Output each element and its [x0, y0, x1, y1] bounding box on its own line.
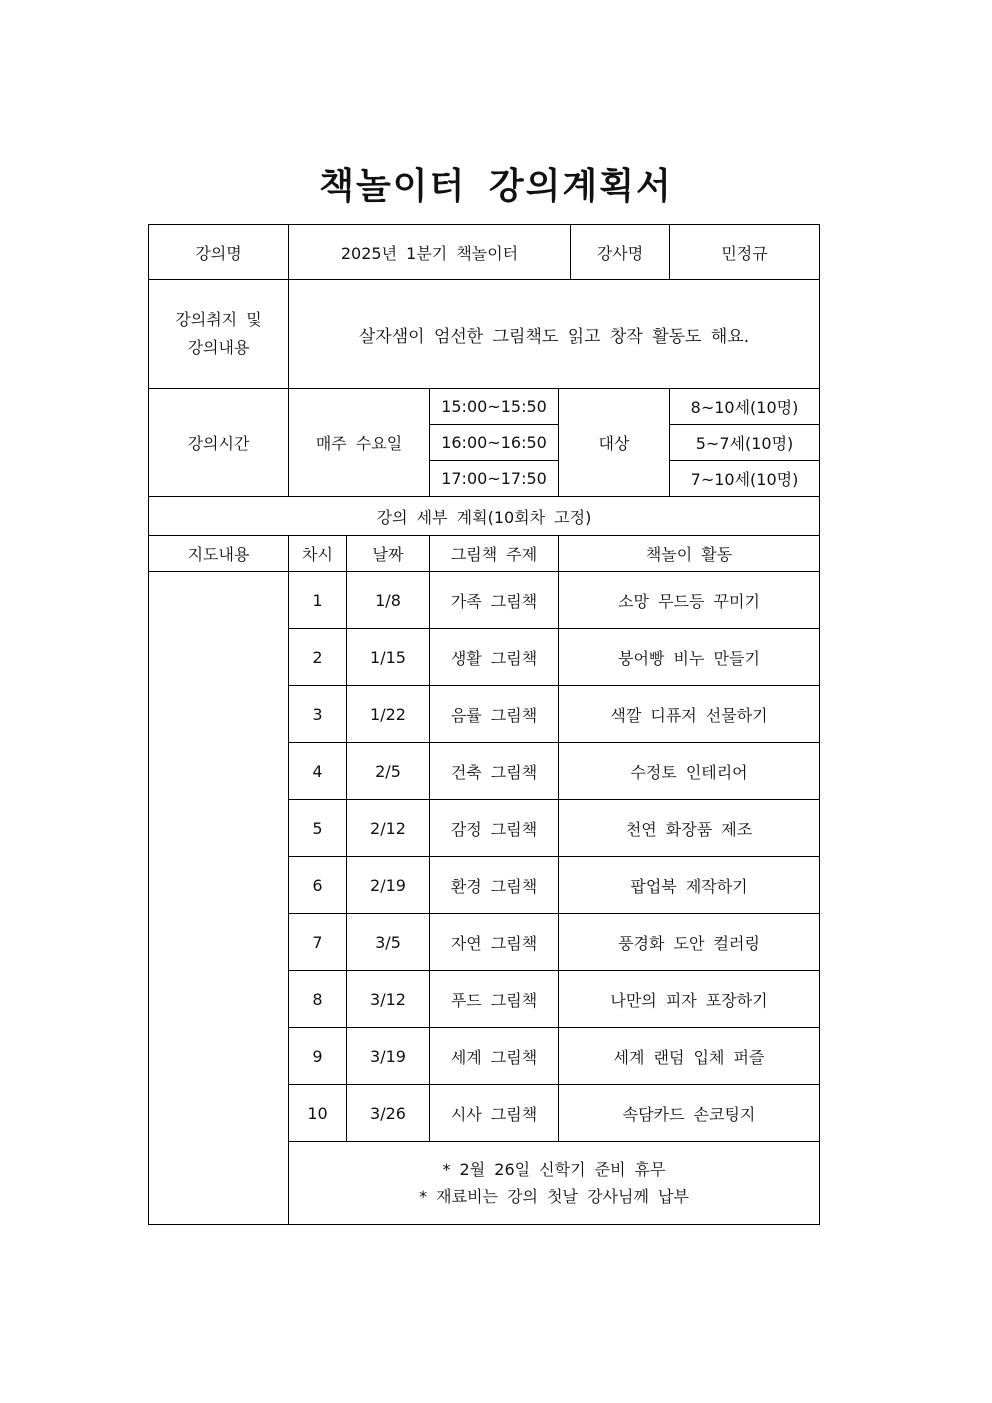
session-activity: 색깔 디퓨저 선물하기 — [559, 686, 820, 743]
session-activity: 붕어빵 비누 만들기 — [559, 629, 820, 686]
document-title: 책놀이터 강의계획서 — [319, 166, 673, 207]
target-value-3: 7~10세(10명) — [670, 461, 820, 497]
header-activity: 책놀이 활동 — [559, 536, 820, 572]
day-value: 매주 수요일 — [289, 389, 430, 497]
session-number: 5 — [289, 800, 347, 857]
purpose-row — [149, 280, 820, 389]
session-theme: 음률 그림책 — [430, 686, 559, 743]
session-number: 9 — [289, 1028, 347, 1085]
session-theme: 생활 그림책 — [430, 629, 559, 686]
notes-cell — [289, 1142, 820, 1225]
time-slot-1: 15:00~15:50 — [430, 389, 559, 425]
session-number: 6 — [289, 857, 347, 914]
session-number: 10 — [289, 1085, 347, 1142]
header-content: 지도내용 — [149, 536, 289, 572]
session-date: 2/5 — [347, 743, 430, 800]
purpose-label — [149, 280, 289, 389]
session-number: 2 — [289, 629, 347, 686]
session-theme: 가족 그림책 — [430, 572, 559, 629]
instructor-value: 민정규 — [670, 225, 820, 280]
header-session: 차시 — [289, 536, 347, 572]
session-row — [149, 572, 820, 629]
session-activity: 천연 화장품 제조 — [559, 800, 820, 857]
session-date: 1/8 — [347, 572, 430, 629]
time-slot-3: 17:00~17:50 — [430, 461, 559, 497]
purpose-value: 살자샘이 엄선한 그림책도 읽고 창작 활동도 해요. — [289, 280, 820, 389]
content-column-cell — [149, 572, 289, 1225]
session-date: 2/12 — [347, 800, 430, 857]
session-date: 3/19 — [347, 1028, 430, 1085]
course-name-value: 2025년 1분기 책놀이터 — [289, 225, 571, 280]
instructor-label: 강사명 — [571, 225, 670, 280]
note-line: * 2월 26일 신학기 준비 휴무 — [442, 1160, 666, 1179]
plan-header-row — [149, 536, 820, 572]
time-slot-2: 16:00~16:50 — [430, 425, 559, 461]
session-date: 3/5 — [347, 914, 430, 971]
detail-plan-title-row — [149, 497, 820, 536]
session-theme: 환경 그림책 — [430, 857, 559, 914]
session-date: 2/19 — [347, 857, 430, 914]
time-label: 강의시간 — [149, 389, 289, 497]
session-number: 7 — [289, 914, 347, 971]
time-row-1 — [149, 389, 820, 425]
target-value-1: 8~10세(10명) — [670, 389, 820, 425]
course-plan-table — [148, 224, 820, 1225]
header-date: 날짜 — [347, 536, 430, 572]
session-number: 4 — [289, 743, 347, 800]
course-name-label: 강의명 — [149, 225, 289, 280]
session-number: 8 — [289, 971, 347, 1028]
session-number: 3 — [289, 686, 347, 743]
target-value-2: 5~7세(10명) — [670, 425, 820, 461]
session-theme: 세계 그림책 — [430, 1028, 559, 1085]
purpose-label-line-1: 강의취지 및 — [175, 310, 262, 329]
session-date: 3/12 — [347, 971, 430, 1028]
purpose-label-line-2: 강의내용 — [187, 338, 250, 357]
session-date: 1/22 — [347, 686, 430, 743]
session-date: 1/15 — [347, 629, 430, 686]
course-name-row — [149, 225, 820, 280]
session-number: 1 — [289, 572, 347, 629]
session-activity: 나만의 피자 포장하기 — [559, 971, 820, 1028]
session-theme: 푸드 그림책 — [430, 971, 559, 1028]
session-activity: 세계 랜덤 입체 퍼즐 — [559, 1028, 820, 1085]
session-theme: 건축 그림책 — [430, 743, 559, 800]
session-activity: 속담카드 손코팅지 — [559, 1085, 820, 1142]
session-date: 3/26 — [347, 1085, 430, 1142]
session-theme: 자연 그림책 — [430, 914, 559, 971]
session-activity: 풍경화 도안 컬러링 — [559, 914, 820, 971]
session-activity: 소망 무드등 꾸미기 — [559, 572, 820, 629]
detail-plan-title: 강의 세부 계획(10회차 고정) — [149, 497, 820, 536]
session-activity: 수정토 인테리어 — [559, 743, 820, 800]
target-label: 대상 — [559, 389, 670, 497]
header-theme: 그림책 주제 — [430, 536, 559, 572]
session-activity: 팝업북 제작하기 — [559, 857, 820, 914]
session-theme: 시사 그림책 — [430, 1085, 559, 1142]
session-theme: 감정 그림책 — [430, 800, 559, 857]
note-line: * 재료비는 강의 첫날 강사님께 납부 — [419, 1187, 689, 1206]
